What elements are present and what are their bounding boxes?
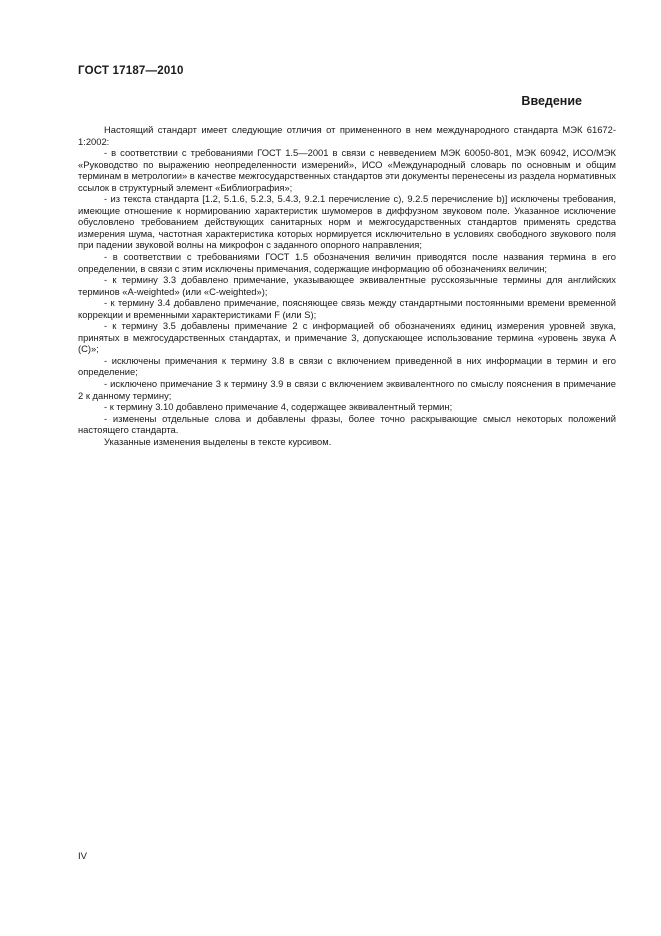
- list-item: - из текста стандарта [1.2, 5.1.6, 5.2.3, 5.4.3, 9.2.1 перечисление с), 9.2.5 перечисление b)] исключены требования, имеющие отношение к нормированию характеристик шумомеров в диффузном звуковом поле. Указанное исключение обусловлено требованием действующих санитарных норм и межгосударственных стандартов применять средства измерения шума, частотная характеристика которых нормируется исключительно в условиях свободного звукового поля при падении звуковой волны на микрофон с заданного опорного направления;: [78, 193, 616, 251]
- list-item: - исключено примечание 3 к термину 3.9 в связи с включением эквивалентного по смыслу пояснения в примечание 2 к данному термину;: [78, 378, 616, 401]
- standard-header: ГОСТ 17187—2010: [78, 65, 184, 77]
- intro-paragraph: Настоящий стандарт имеет следующие отличия от примененного в нем международного стандарта МЭК 61672-1:2002:: [78, 124, 616, 147]
- list-item: - в соответствии с требованиями ГОСТ 1.5—2001 в связи с невведением МЭК 60050-801, МЭК 60942, ИСО/МЭК «Руководство по выражению неопределенности измерений», ИСО «Международный словарь по основным и общим терминам в метрологии» в качестве межгосударственных стандартов эти документы перенесены из раздела нормативных ссылок в структурный элемент «Библиография»;: [78, 147, 616, 193]
- list-item: - к термину 3.3 добавлено примечание, указывающее эквивалентные русскоязычные термины для английских терминов «A-weighted» (или «C-weighted»);: [78, 274, 616, 297]
- list-item: - к термину 3.10 добавлено примечание 4, содержащее эквивалентный термин;: [104, 401, 453, 413]
- list-item: - изменены отдельные слова и добавлены фразы, более точно раскрывающие смысл некоторых положений настоящего стандарта.: [78, 412, 616, 436]
- document-body: [78, 124, 616, 447]
- section-title: Введение: [521, 94, 582, 108]
- list-item: - в соответствии с требованиями ГОСТ 1.5 обозначения величин приводятся после названия термина в его определении, в связи с этим исключены примечания, содержащие информацию об обозначениях величин;: [78, 251, 616, 274]
- page-number: IV: [78, 851, 87, 862]
- list-item: - к термину 3.5 добавлены примечание 2 с информацией об обозначениях единиц измерения уровней звука, принятых в межгосударственных стандартах, и примечание 3, допускающее использование термина «уровень звука A (C)»;: [78, 320, 616, 355]
- list-item: - исключены примечания к термину 3.8 в связи с включением приведенной в них информации в термин и его определение;: [78, 354, 616, 378]
- list-item: - к термину 3.4 добавлено примечание, поясняющее связь между стандартными постоянными времени временной коррекции и временными характеристиками F (или S);: [78, 297, 616, 320]
- closing-paragraph: Указанные изменения выделены в тексте курсивом.: [104, 435, 332, 447]
